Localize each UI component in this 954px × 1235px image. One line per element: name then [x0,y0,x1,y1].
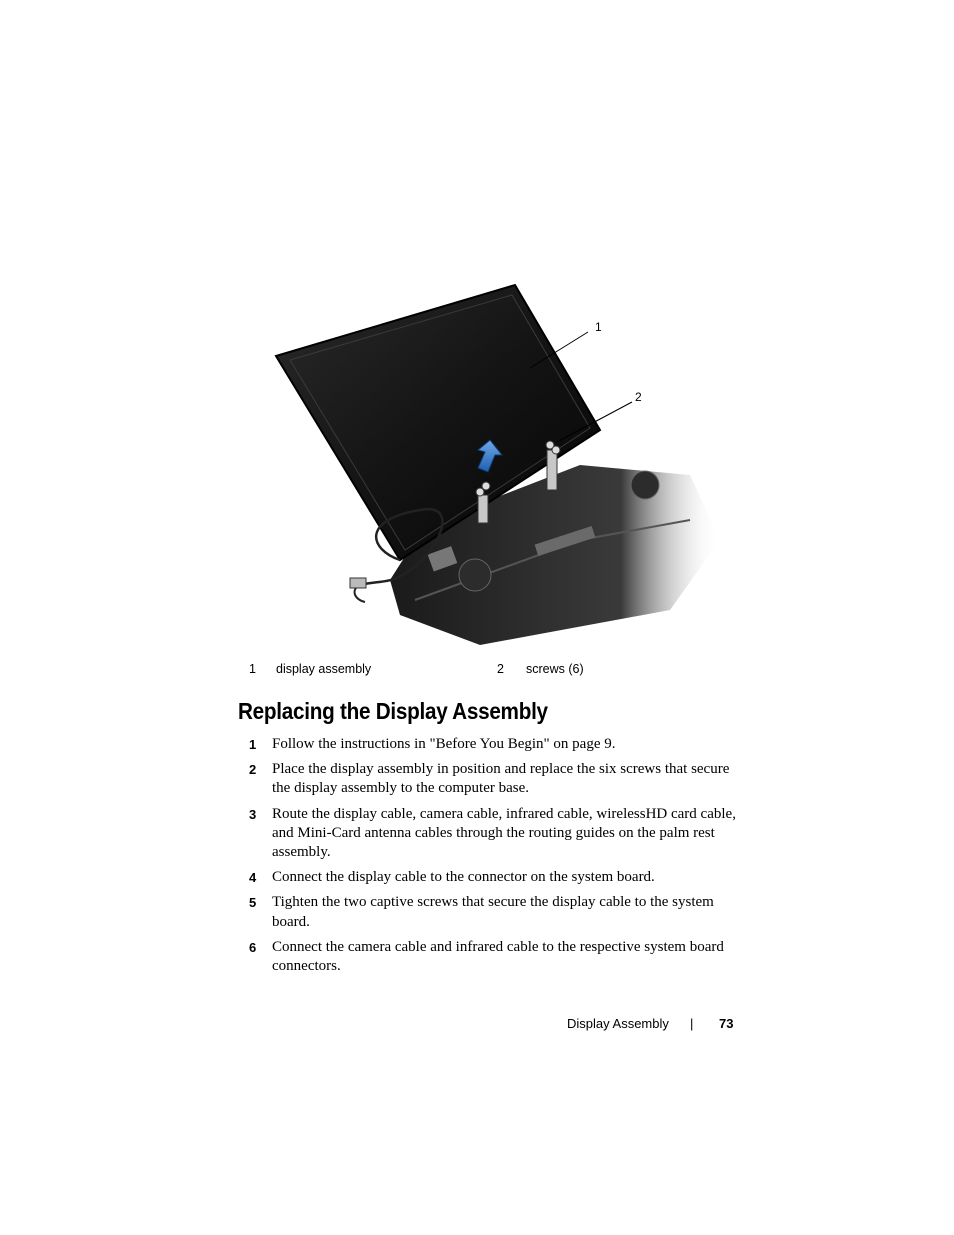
step-item [238,760,738,798]
page-number: 73 [719,1016,734,1031]
step-item [238,893,738,931]
step-number: 5 [249,895,257,911]
laptop-illustration [250,280,730,645]
step-item [238,805,738,863]
step-number: 4 [249,870,257,886]
step-text: Connect the camera cable and infrared cable to the respective system board connectors. [272,938,724,975]
legend-label-screws: screws (6) [526,662,584,676]
step-number: 3 [249,806,257,822]
legend-label-display-assembly: display assembly [276,662,372,676]
procedure-steps [238,735,738,982]
screw-icon [482,482,490,490]
display-removal-illustration [250,280,730,645]
step-text: Place the display assembly in position and replace the six screws that secure the display assembly to the computer base. [272,761,730,797]
screw-icon [476,488,484,496]
step-text: Follow the instructions in "Before You Begin" on page 9. [272,736,616,752]
fan-vent-2 [631,471,659,499]
step-item [238,868,738,887]
screw-icon [552,446,560,454]
callout-2: 2 [635,390,642,404]
hinge-right [547,450,557,490]
hinge-left [478,495,488,523]
footer-section-title: Display Assembly [567,1016,669,1031]
step-text: Tighten the two captive screws that secure the display cable to the system board. [272,894,714,930]
step-number: 1 [249,737,257,752]
step-item [238,735,738,754]
footer-separator: | [690,1016,694,1031]
step-item [238,938,738,976]
step-number: 6 [249,939,257,955]
step-text: Connect the display cable to the connector on the system board. [272,869,655,886]
step-text: Route the display cable, camera cable, infrared cable, wirelessHD card cable, and Mini-Card antenna cables through the routing guides on the palm rest assembly. [272,805,736,861]
legend-num-1: 1 [249,662,256,676]
fan-vent [459,559,491,591]
legend-num-2: 2 [497,662,504,676]
callout-1: 1 [595,320,602,334]
step-number: 2 [249,762,257,778]
section-heading: Replacing the Display Assembly [238,698,548,724]
